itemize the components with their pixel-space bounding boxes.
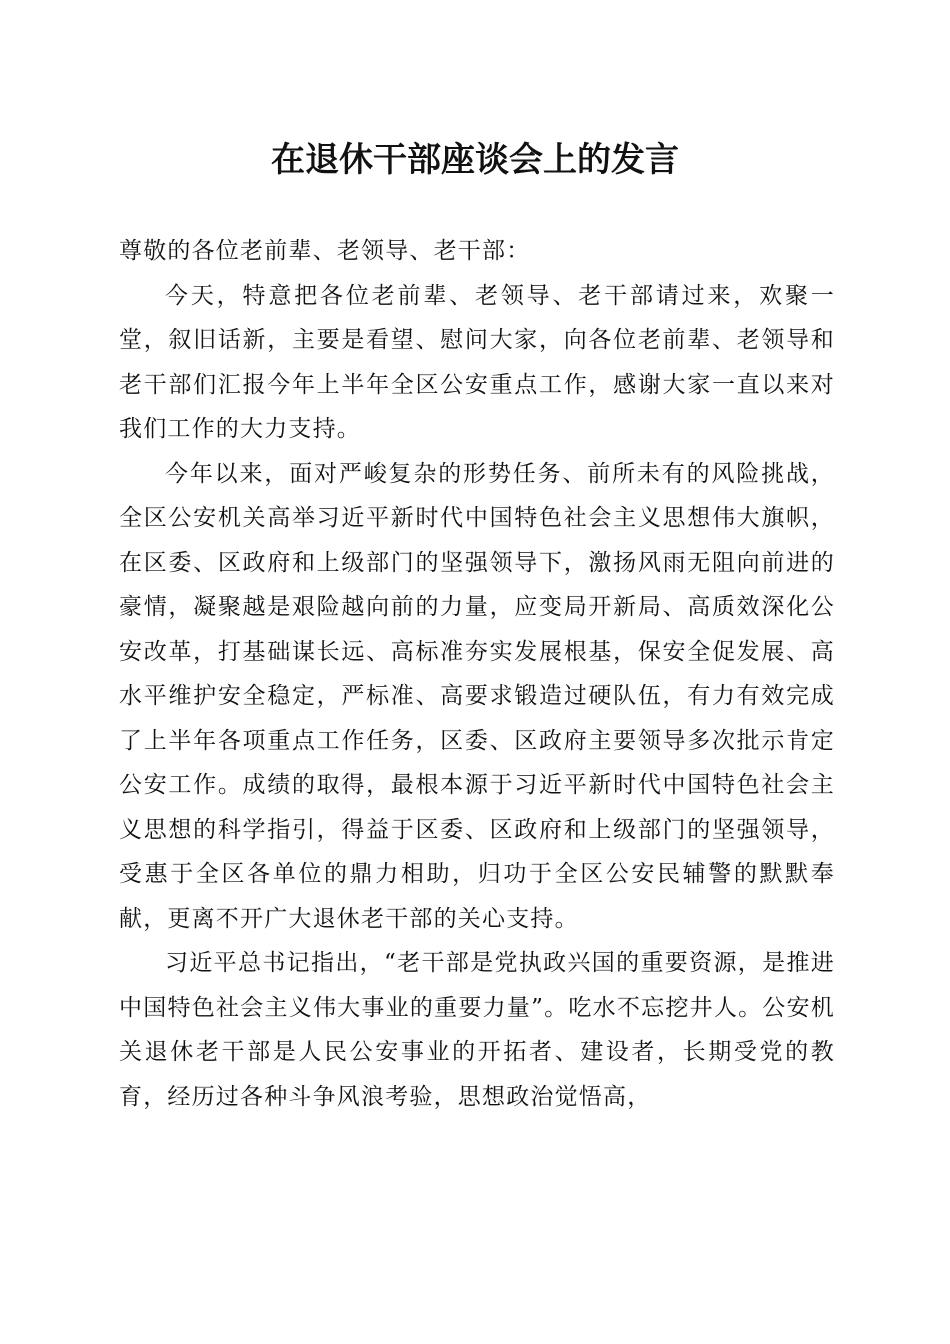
paragraph-2: 今年以来，面对严峻复杂的形势任务、前所未有的风险挑战，全区公安机关高举习近平新时代中国特色社会主义思想伟大旗帜，在区委、区政府和上级部门的坚强领导下，激扬风雨无阻向前进的豪情，凝聚越是艰险越向前的力量，应变局开新局、高质效深化公安改革，打基础谋长远、高标准夯实发展根基，保安全促发展、高水平维护安全稳定，严标准、高要求锻造过硬队伍，有力有效完成了上半年各项重点工作任务，区委、区政府主要领导多次批示肯定公安工作。成绩的取得，最根本源于习近平新时代中国特色社会主义思想的科学指引，得益于区委、区政府和上级部门的坚强领导，受惠于全区各单位的鼎力相助，归功于全区公安民辅警的默默奉献，更离不开广大退休老干部的关心支持。 <box>119 460 835 932</box>
salutation: 尊敬的各位老前辈、老领导、老干部： <box>119 238 531 264</box>
paragraph-3: 习近平总书记指出，“老干部是党执政兴国的重要资源，是推进中国特色社会主义伟大事业的重要力量”。吃水不忘挖井人。公安机关退休老干部是人民公安事业的开拓者、建设者，长期受党的教育，经历过各种斗争风浪考验，思想政治觉悟高， <box>119 950 835 1110</box>
document-body <box>119 229 835 1119</box>
document-title: 在退休干部座谈会上的发言 <box>271 140 679 180</box>
paragraph-1: 今天，特意把各位老前辈、老领导、老干部请过来，欢聚一堂，叙旧话新，主要是看望、慰问大家，向各位老前辈、老领导和老干部们汇报今年上半年全区公安重点工作，感谢大家一直以来对我们工作的大力支持。 <box>119 282 835 442</box>
